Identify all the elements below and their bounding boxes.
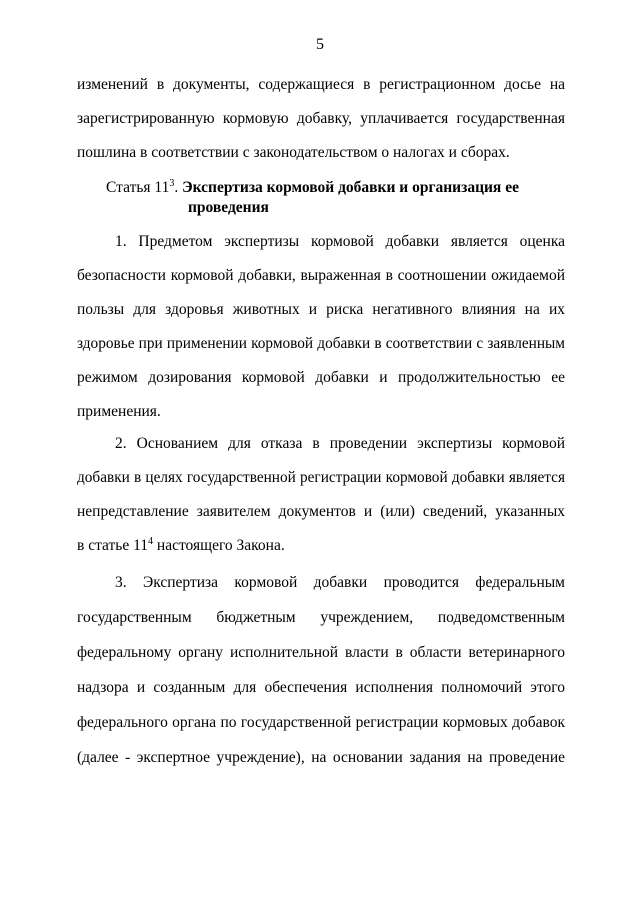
paragraph-1-line-5: режимом дозирования кормовой добавки и продолжительностью ее — [77, 369, 565, 386]
page-number: 5 — [316, 36, 324, 53]
paragraph-2 — [77, 433, 565, 557]
paragraph-2-line-3: непредставление заявителем документов и (или) сведений, указанных — [77, 503, 565, 520]
paragraph-2-line-1: 2. Основанием для отказа в проведении экспертизы кормовой — [115, 435, 565, 452]
article-separator: . — [174, 179, 183, 196]
statute-reference-superscript: 4 — [148, 535, 154, 547]
paragraph-3-line-6: (далее - экспертное учреждение), на основании задания на проведение — [77, 749, 565, 766]
paragraph-1-line-6: применения. — [77, 403, 161, 420]
article-number-superscript: 3 — [169, 177, 175, 189]
article-title-line-1: Экспертиза кормовой добавки и организация ее — [182, 179, 519, 196]
article-number: Статья 11 — [106, 179, 170, 196]
paragraph-1-line-1: 1. Предметом экспертизы кормовой добавки является оценка — [115, 233, 565, 250]
paragraph-1 — [77, 231, 565, 423]
statute-reference-suffix: настоящего Закона. — [153, 537, 285, 554]
paragraph-1-line-3: пользы для здоровья животных и риска негативного влияния на их — [77, 301, 565, 318]
intro-line-1: изменений в документы, содержащиеся в регистрационном досье на — [77, 76, 565, 93]
article-title-line-2: проведения — [188, 199, 269, 216]
paragraph-2-line-2: добавки в целях государственной регистрации кормовой добавки является — [77, 469, 565, 486]
intro-line-3: пошлина в соответствии с законодательством о налогах и сборах. — [77, 144, 510, 161]
paragraph-3-line-1: 3. Экспертиза кормовой добавки проводится федеральным — [115, 574, 565, 591]
article-heading — [106, 178, 566, 218]
paragraph-3-line-3: федеральному органу исполнительной власти в области ветеринарного — [77, 644, 565, 661]
paragraph-2-line-4 — [77, 535, 565, 557]
paragraph-3-line-2: государственным бюджетным учреждением, подведомственным — [77, 609, 565, 626]
paragraph-3-line-4: надзора и созданным для обеспечения исполнения полномочий этого — [77, 679, 565, 696]
paragraph-1-line-4: здоровье при применении кормовой добавки в соответствии с заявленным — [77, 335, 565, 352]
paragraph-3 — [77, 572, 565, 782]
statute-reference: в статье 11 — [77, 537, 149, 554]
paragraph-3-line-5: федерального органа по государственной регистрации кормовых добавок — [77, 714, 565, 731]
intro-line-2: зарегистрированную кормовую добавку, уплачивается государственная — [77, 110, 565, 127]
intro-paragraph — [77, 74, 565, 164]
paragraph-1-line-2: безопасности кормовой добавки, выраженная в соотношении ожидаемой — [77, 267, 565, 284]
